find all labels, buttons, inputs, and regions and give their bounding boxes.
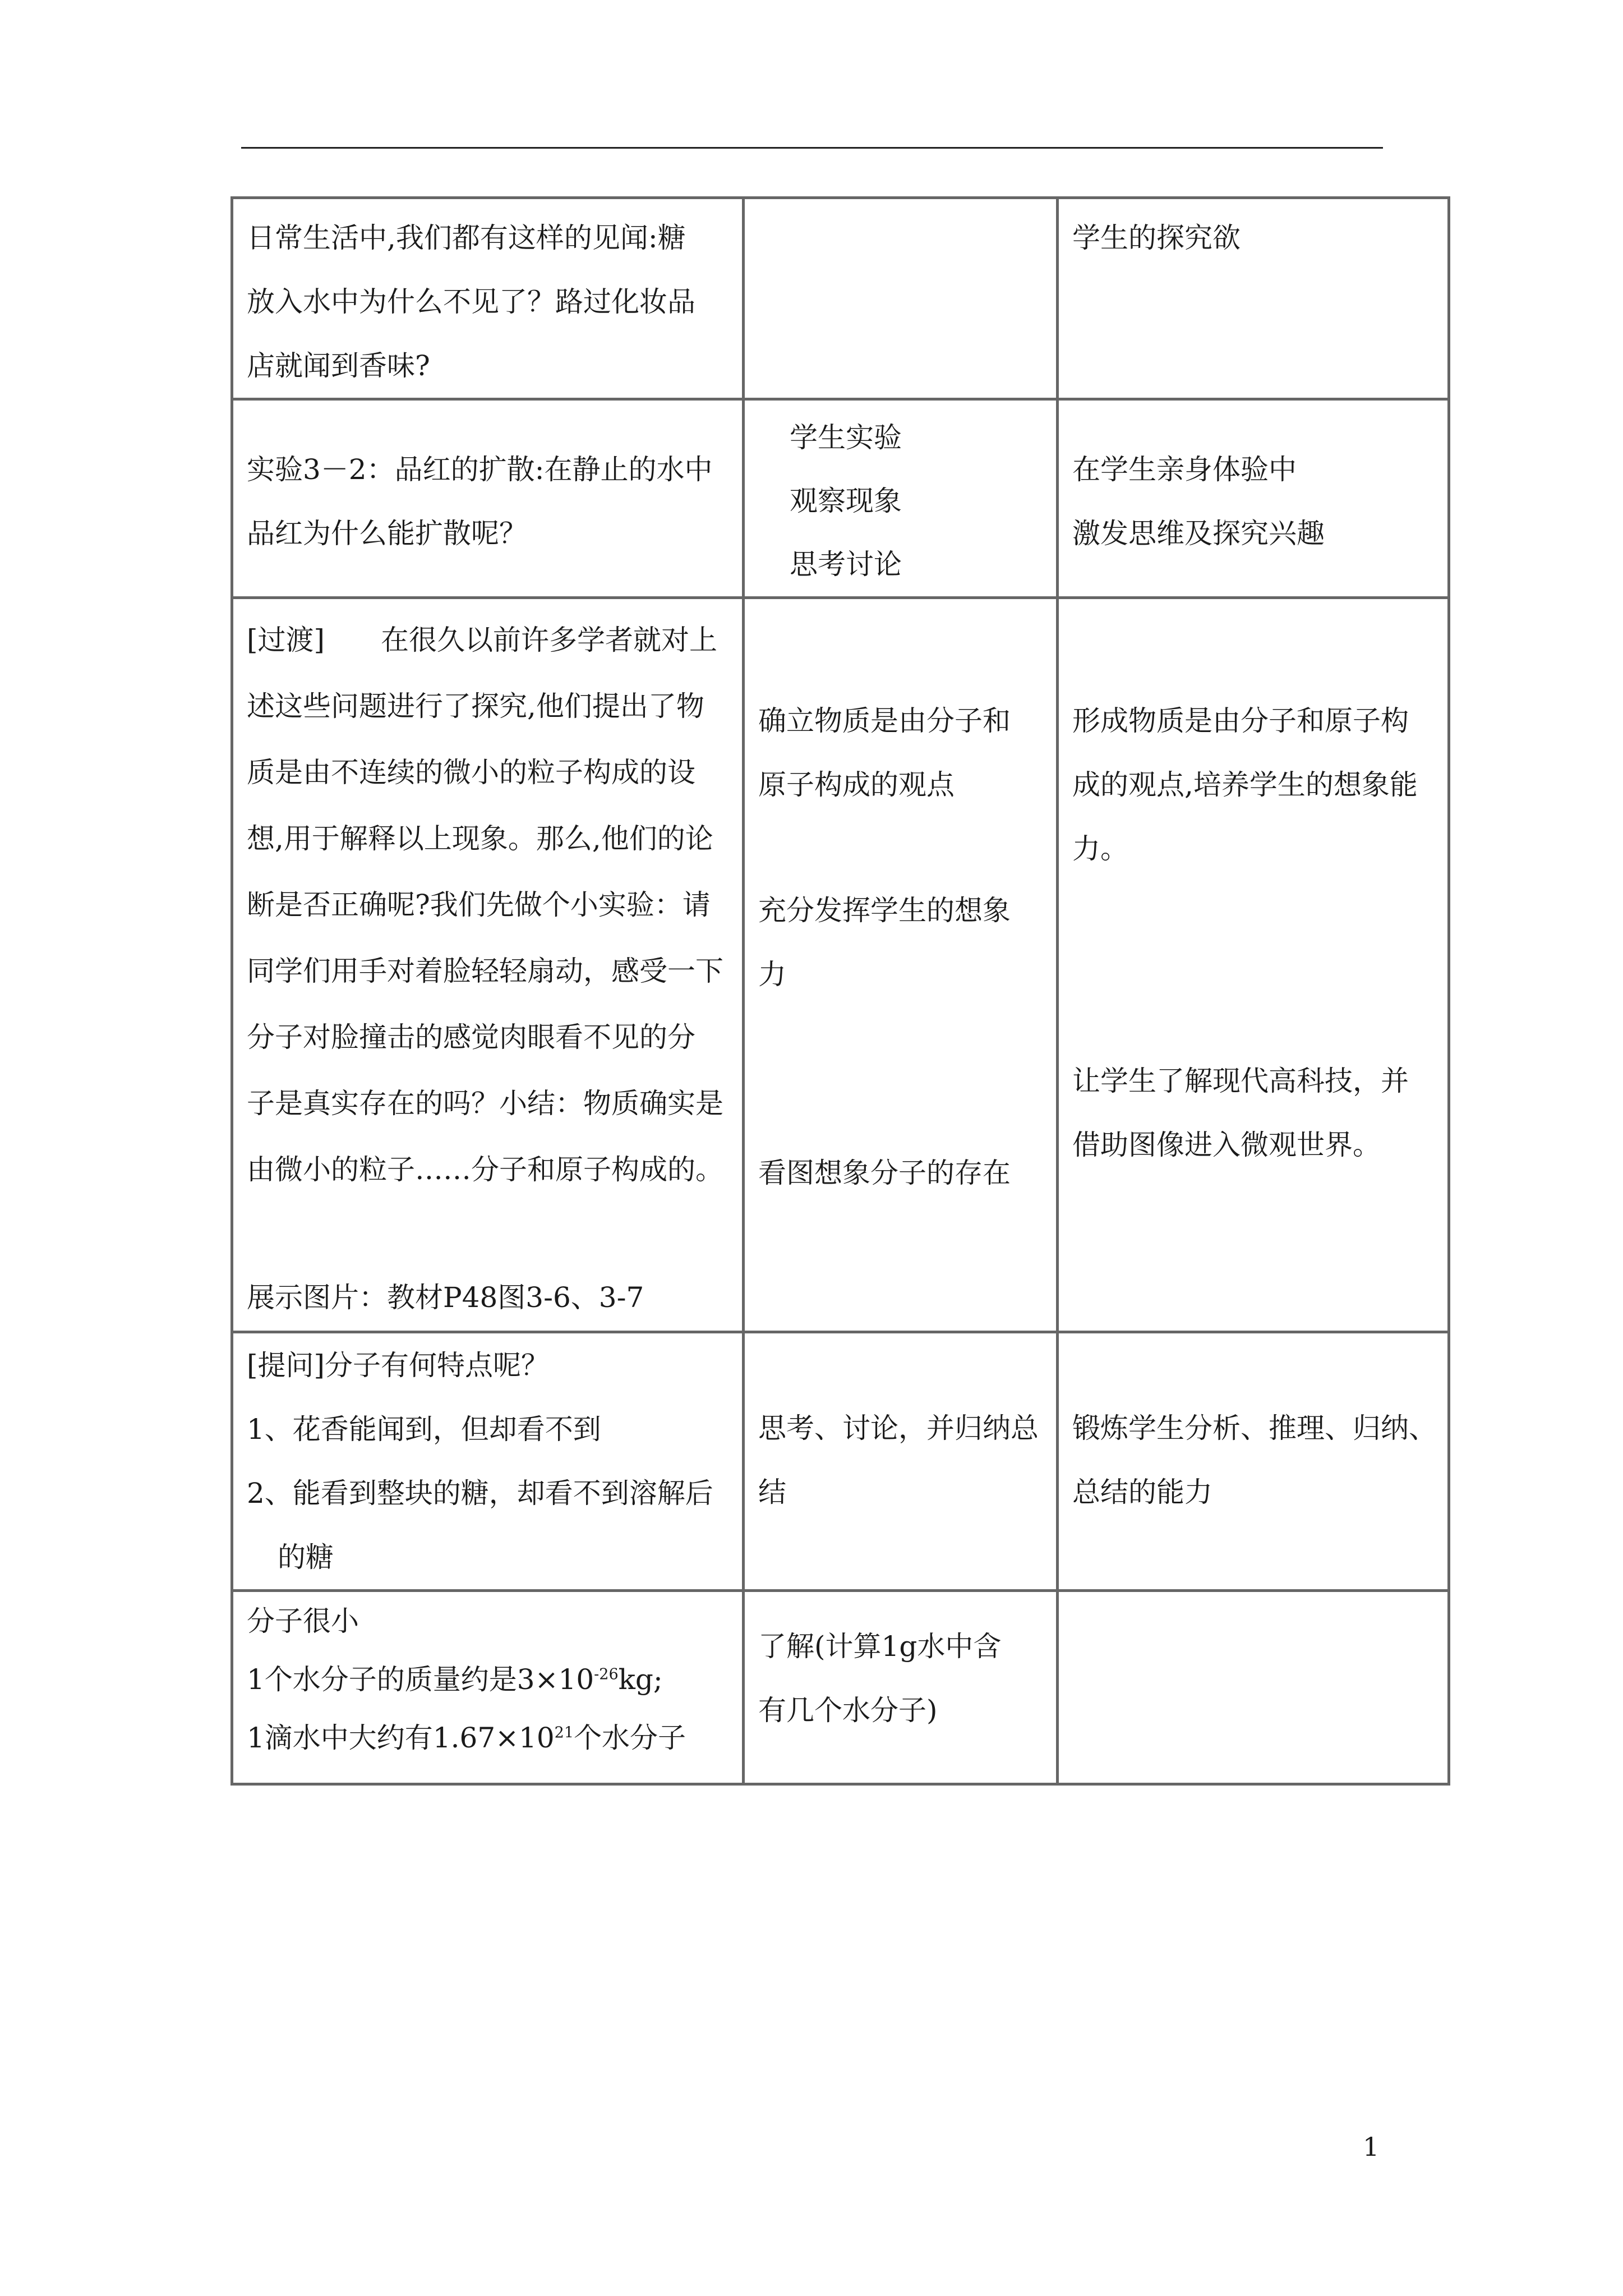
activity-cell: 学生实验 观察现象 思考讨论 <box>744 399 1058 598</box>
activity-cell: 思考、讨论，并归纳总 结 <box>744 1332 1058 1591</box>
content-cell: 实验3－2：品红的扩散:在静止的水中 品红为什么能扩散呢？ <box>232 399 744 598</box>
content-cell: 日常生活中,我们都有这样的见闻:糖 放入水中为什么不见了？路过化妆品 店就闻到香味? <box>232 198 744 399</box>
table-row <box>232 598 1449 1332</box>
water-molecule-count: 1滴水中大约有$1.67\times 10^{21}$个水分子 <box>247 1722 686 1754</box>
content-cell: [提问]分子有何特点呢？ 1、花香能闻到，但却看不到 2、能看到整块的糖，却看不到溶解后 的糖 <box>232 1332 744 1591</box>
table-row <box>232 198 1449 399</box>
table-row <box>232 399 1449 598</box>
table-row <box>232 1591 1449 1784</box>
content-cell: 分子很小 1个水分子的质量约是$3\times 10^{-26}kg$; 1滴水中大约有$1.67\times 10^{21}$个水分子 <box>232 1591 744 1784</box>
intent-cell: 学生的探究欲 <box>1058 198 1449 399</box>
intent-cell <box>1058 1591 1449 1784</box>
table-row <box>232 1332 1449 1591</box>
content-cell: [过渡] 在很久以前许多学者就对上 述这些问题进行了探究,他们提出了物 质是由不连续的微小的粒子构成的设 想,用于解释以上现象。那么,他们的论 断是否正确呢?我们先做个小实验：请 同学们用手对着脸轻轻扇动，感受一下 分子对脸撞击的感觉肉眼看不见的分 子是真实存在的吗？小结：物质确实是 由微小的粒子……分子和原子构成的。 展示图片：教材P48图3-6、3-7 <box>232 598 744 1332</box>
lesson-plan-table <box>230 196 1450 1786</box>
intent-cell: 形成物质是由分子和原子构 成的观点,培养学生的想象能 力。 让学生了解现代高科技，并 借助图像进入微观世界。 <box>1058 598 1449 1332</box>
activity-cell <box>744 198 1058 399</box>
intent-cell: 锻炼学生分析、推理、归纳、 总结的能力 <box>1058 1332 1449 1591</box>
activity-cell: 了解(计算1g水中含 有几个水分子) <box>744 1591 1058 1784</box>
page-number: 1 <box>1363 2132 1380 2162</box>
header-rule <box>241 147 1383 149</box>
water-molecule-mass: 1个水分子的质量约是$3\times 10^{-26}kg$; <box>247 1663 663 1696</box>
activity-cell: 确立物质是由分子和 原子构成的观点 充分发挥学生的想象 力 看图想象分子的存在 <box>744 598 1058 1332</box>
intent-cell: 在学生亲身体验中 激发思维及探究兴趣 <box>1058 399 1449 598</box>
